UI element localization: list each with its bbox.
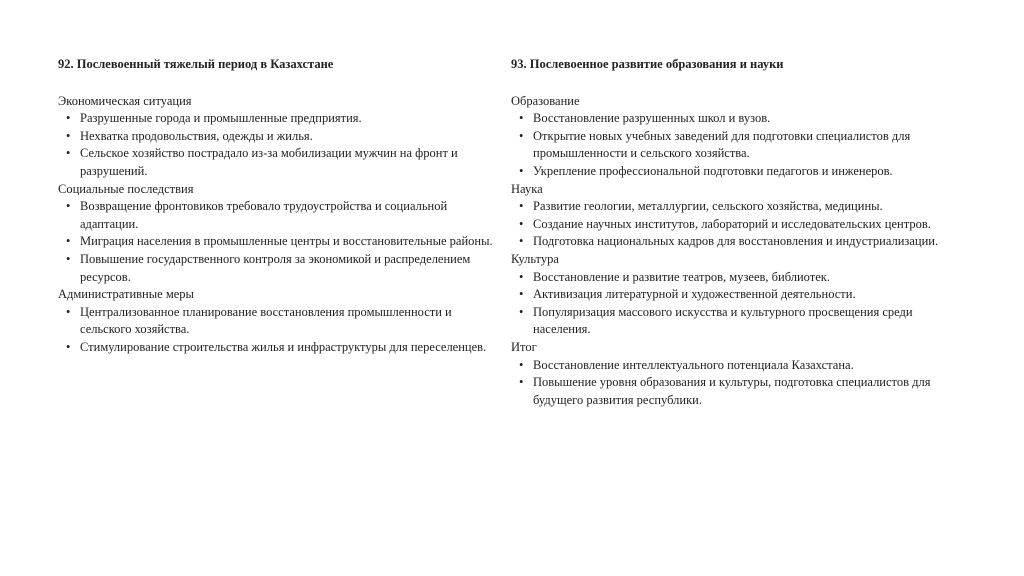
bullet-list	[511, 110, 961, 180]
bullet-list	[58, 198, 506, 286]
section-title: Социальные последствия	[58, 181, 194, 196]
bullet-list	[58, 304, 506, 357]
list-item: • Восстановление и развитие театров, музеев, библиотек.	[533, 269, 961, 287]
list-item: • Сельское хозяйство пострадало из-за мобилизации мужчин на фронт и разрушений.	[80, 145, 506, 180]
bullet-list	[511, 198, 961, 251]
list-item: • Восстановление разрушенных школ и вузов.	[533, 110, 961, 128]
list-item: • Развитие геологии, металлургии, сельского хозяйства, медицины.	[533, 198, 961, 216]
list-item: • Повышение государственного контроля за экономикой и распределением ресурсов.	[80, 251, 506, 286]
section-title: Образование	[511, 93, 580, 108]
section-title: Итог	[511, 339, 537, 354]
right-section-culture	[511, 251, 961, 339]
left-column	[58, 56, 506, 357]
list-item: • Стимулирование строительства жилья и инфраструктуры для переселенцев.	[80, 339, 506, 357]
list-item: • Открытие новых учебных заведений для подготовки специалистов для промышленности и сельского хозяйства.	[533, 128, 961, 163]
left-section-admin	[58, 286, 506, 356]
left-section-economy	[58, 93, 506, 181]
list-item: • Миграция населения в промышленные центры и восстановительные районы.	[80, 233, 506, 251]
list-item: • Создание научных институтов, лабораторий и исследовательских центров.	[533, 216, 961, 234]
bullet-list	[511, 357, 961, 410]
list-item: • Активизация литературной и художественной деятельности.	[533, 286, 961, 304]
section-title: Экономическая ситуация	[58, 93, 192, 108]
list-item: • Централизованное планирование восстановления промышленности и сельского хозяйства.	[80, 304, 506, 339]
right-column	[511, 56, 961, 409]
right-section-result	[511, 339, 961, 409]
list-item: • Разрушенные города и промышленные предприятия.	[80, 110, 506, 128]
list-item: • Популяризация массового искусства и культурного просвещения среди населения.	[533, 304, 961, 339]
section-title: Административные меры	[58, 287, 194, 302]
left-section-social	[58, 181, 506, 287]
right-heading: 93. Послевоенное развитие образования и науки	[511, 57, 784, 71]
list-item: • Восстановление интеллектуального потенциала Казахстана.	[533, 357, 961, 375]
bullet-list	[511, 269, 961, 339]
list-item: • Возвращение фронтовиков требовало трудоустройства и социальной адаптации.	[80, 198, 506, 233]
list-item: • Нехватка продовольствия, одежды и жилья.	[80, 128, 506, 146]
section-title: Наука	[511, 181, 543, 196]
list-item: • Подготовка национальных кадров для восстановления и индустриализации.	[533, 233, 961, 251]
bullet-list	[58, 110, 506, 180]
list-item: • Укрепление профессиональной подготовки педагогов и инженеров.	[533, 163, 961, 181]
section-title: Культура	[511, 251, 559, 266]
right-section-science	[511, 181, 961, 251]
left-heading: 92. Послевоенный тяжелый период в Казахстане	[58, 57, 334, 71]
right-section-education	[511, 93, 961, 181]
list-item: • Повышение уровня образования и культуры, подготовка специалистов для будущего развития республики.	[533, 374, 961, 409]
